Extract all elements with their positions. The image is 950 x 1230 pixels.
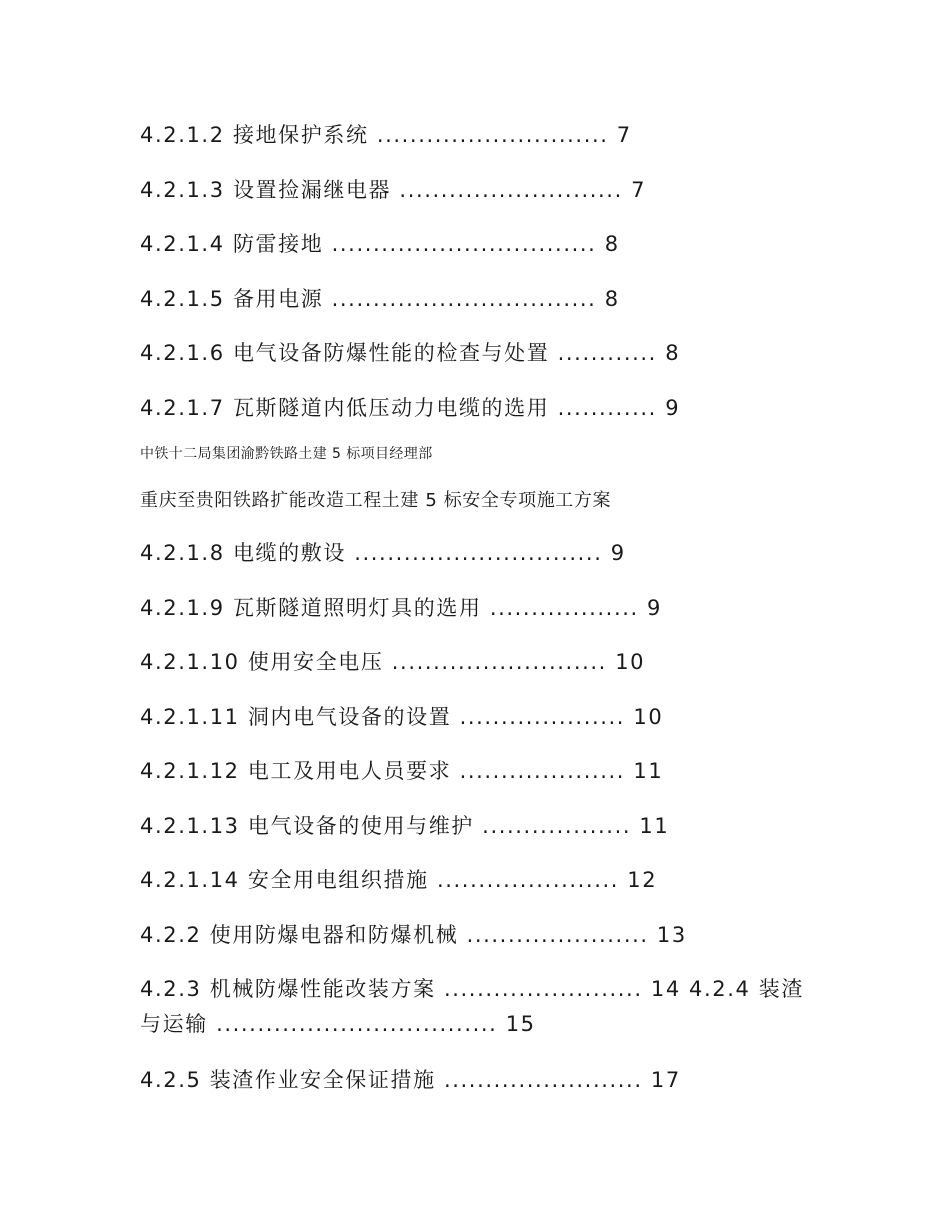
toc-entry-4-2-1-6[interactable]: 4.2.1.6 电气设备防爆性能的检查与处置 ............ 8 (140, 341, 681, 365)
running-header: 中铁十二局集团渝黔铁路土建 5 标项目经理部 (140, 446, 433, 462)
toc-entry-4-2-1-14[interactable]: 4.2.1.14 安全用电组织措施 ...................... 12 (140, 868, 658, 892)
toc-entry-4-2-1-10[interactable]: 4.2.1.10 使用安全电压 .......................... 10 (140, 650, 646, 674)
toc-entry-4-2-1-9[interactable]: 4.2.1.9 瓦斯隧道照明灯具的选用 .................. 9 (140, 596, 663, 620)
toc-entry-4-2-1-8[interactable]: 4.2.1.8 电缆的敷设 .............................. 9 (140, 541, 626, 565)
toc-entry-4-2-1-3[interactable]: 4.2.1.3 设置捡漏继电器 ........................... 7 (140, 178, 647, 202)
toc-entry-4-2-2[interactable]: 4.2.2 使用防爆电器和防爆机械 ...................... 13 (140, 923, 687, 947)
toc-entry-4-2-1-2[interactable]: 4.2.1.2 接地保护系统 ............................ 7 (140, 123, 632, 147)
toc-entry-4-2-1-5[interactable]: 4.2.1.5 备用电源 ................................ 8 (140, 287, 620, 311)
toc-entry-4-2-1-7[interactable]: 4.2.1.7 瓦斯隧道内低压动力电缆的选用 ............ 9 (140, 396, 681, 420)
toc-entry-4-2-5[interactable]: 4.2.5 装渣作业安全保证措施 ........................ 17 (140, 1068, 681, 1092)
toc-entry-4-2-1-12[interactable]: 4.2.1.12 电工及用电人员要求 .................... 11 (140, 759, 664, 783)
toc-entry-4-2-1-4[interactable]: 4.2.1.4 防雷接地 ................................ 8 (140, 232, 620, 256)
toc-entry-4-2-1-11[interactable]: 4.2.1.11 洞内电气设备的设置 .................... 10 (140, 705, 664, 729)
running-title: 重庆至贵阳铁路扩能改造工程土建 5 标安全专项施工方案 (140, 490, 612, 511)
toc-entry-4-2-1-13[interactable]: 4.2.1.13 电气设备的使用与维护 .................. 11 (140, 814, 670, 838)
toc-entry-4-2-3-and-4-2-4[interactable]: 4.2.3 机械防爆性能改装方案 ........................ 14 4.2.4 装渣与运输 .................................. 15 (140, 977, 804, 1036)
